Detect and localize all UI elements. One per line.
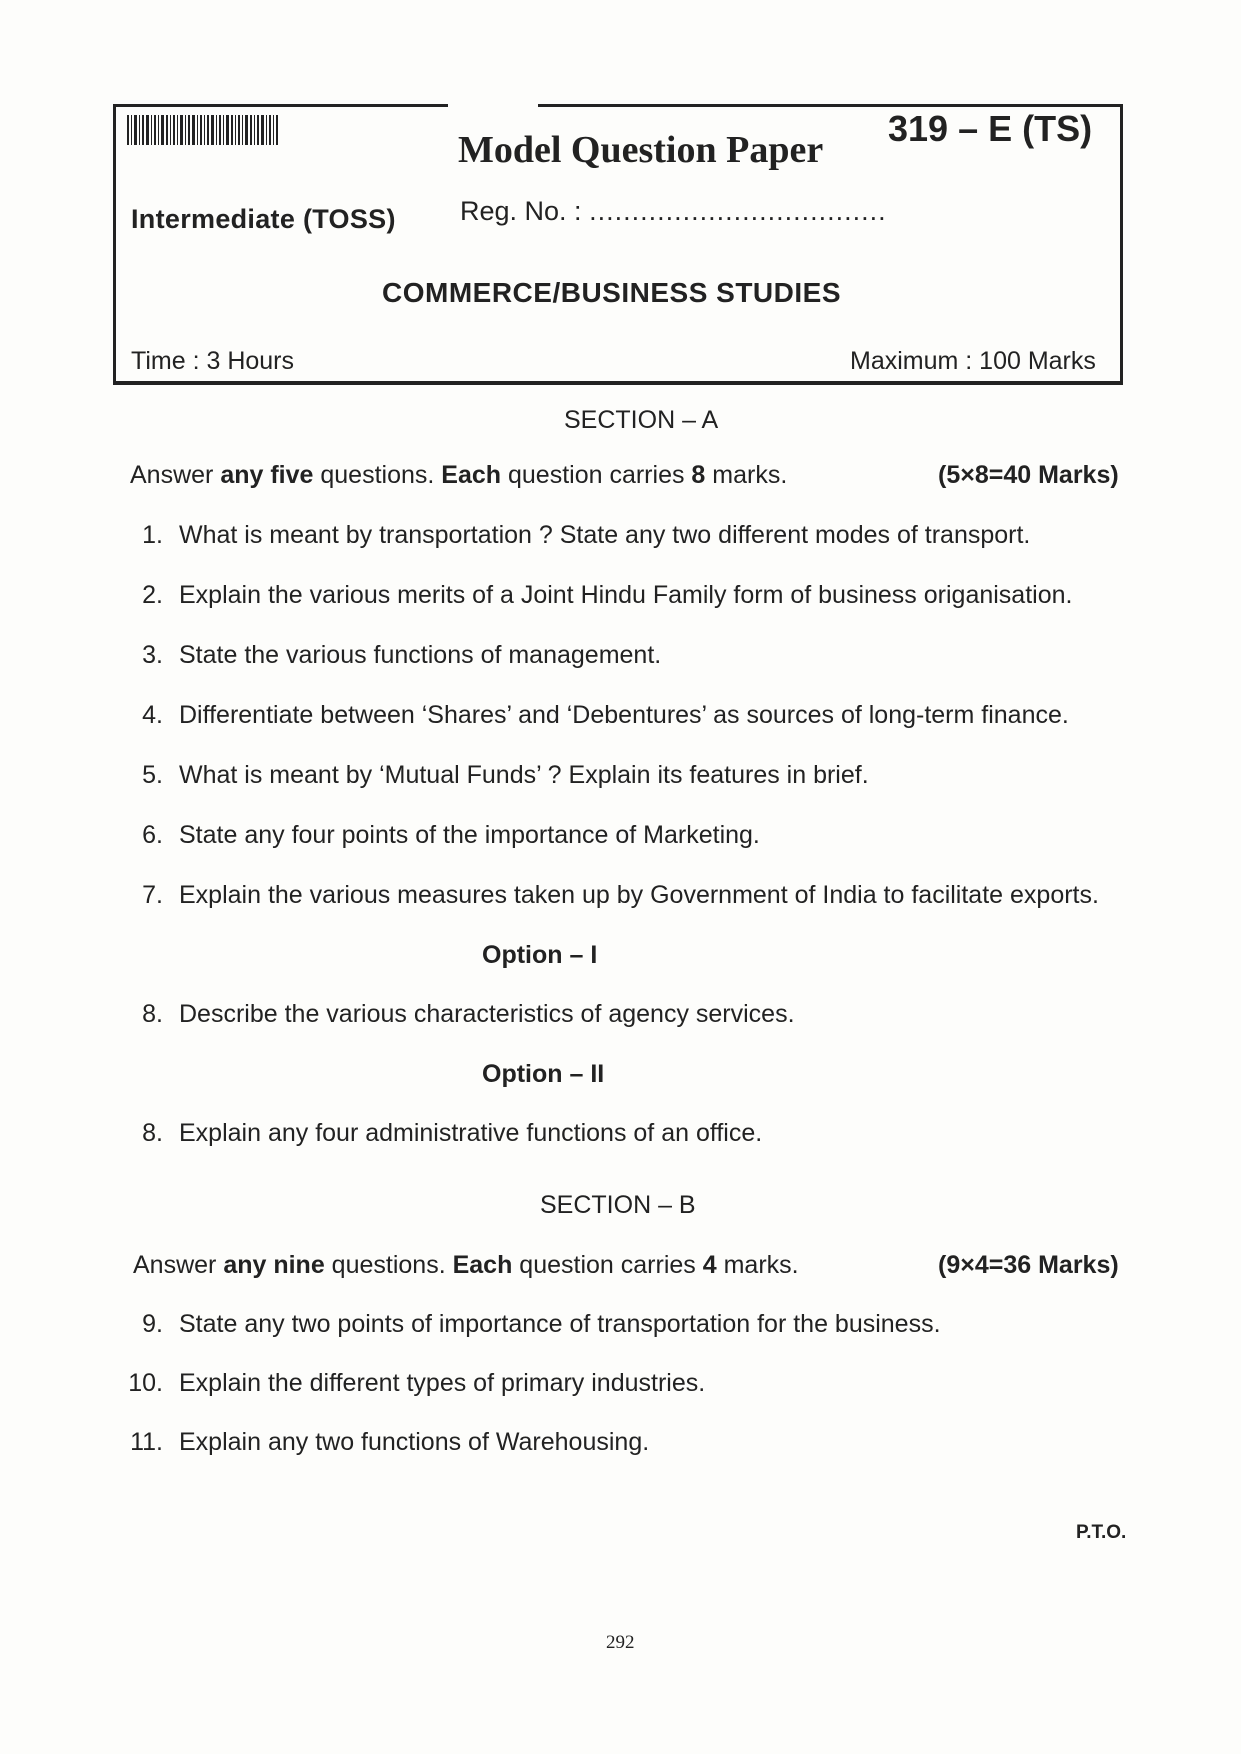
barcode-icon xyxy=(127,115,278,145)
instr-text: questions. xyxy=(324,1251,453,1279)
reg-label: Reg. No. : xyxy=(460,196,582,226)
section-b-title: SECTION – B xyxy=(540,1191,696,1219)
question-item xyxy=(127,1428,649,1457)
question-item xyxy=(127,1000,795,1029)
question-number: 9. xyxy=(142,1310,163,1338)
instr-text: Answer xyxy=(133,1251,224,1279)
header-border-top-right xyxy=(538,104,1123,107)
header-border-left xyxy=(113,104,116,384)
instr-text: questions. xyxy=(313,461,442,489)
question-text: What is meant by ‘Mutual Funds’ ? Explain its features in brief. xyxy=(179,761,869,789)
page-number: 292 xyxy=(606,1632,635,1653)
section-b-instructions xyxy=(133,1251,799,1280)
instr-text: question carries xyxy=(501,461,692,489)
instr-bold: 4 xyxy=(702,1251,717,1279)
question-number: 10. xyxy=(128,1369,163,1397)
question-text: Explain the different types of primary industries. xyxy=(179,1369,706,1397)
question-item xyxy=(127,1119,762,1148)
question-text: Explain any four administrative functions of an office. xyxy=(179,1119,763,1147)
question-number: 4. xyxy=(142,701,163,729)
question-text: Describe the various characteristics of agency services. xyxy=(179,1000,795,1028)
exam-time: Time : 3 Hours xyxy=(131,347,295,375)
instr-bold: any nine xyxy=(223,1251,325,1279)
reg-number-field xyxy=(460,196,887,227)
question-item xyxy=(127,1310,941,1339)
section-a-title: SECTION – A xyxy=(564,406,719,434)
question-number: 8. xyxy=(142,1000,163,1028)
section-a-instructions xyxy=(130,461,787,490)
question-text: Explain the various merits of a Joint Hindu Family form of business origanisation. xyxy=(179,581,1073,609)
question-text: State the various functions of management. xyxy=(179,641,662,669)
question-number: 5. xyxy=(142,761,163,789)
question-text: What is meant by transportation ? State any two different modes of transport. xyxy=(179,521,1031,549)
subject-title: COMMERCE/BUSINESS STUDIES xyxy=(382,277,841,308)
question-item xyxy=(127,1369,705,1398)
question-number: 7. xyxy=(142,881,163,909)
max-marks: Maximum : 100 Marks xyxy=(850,347,1096,375)
section-a-marks: (5×8=40 Marks) xyxy=(938,461,1119,489)
question-number: 8. xyxy=(142,1119,163,1147)
question-text: Differentiate between ‘Shares’ and ‘Debentures’ as sources of long-term finance. xyxy=(179,701,1069,729)
section-b-marks: (9×4=36 Marks) xyxy=(938,1251,1119,1279)
header-border-top-left xyxy=(113,104,448,107)
reg-dots: ................................... xyxy=(589,196,887,226)
instr-text: marks. xyxy=(716,1251,799,1279)
option-2-label: Option – II xyxy=(482,1060,605,1088)
question-number: 3. xyxy=(142,641,163,669)
paper-title: Model Question Paper xyxy=(458,129,824,171)
program-name: Intermediate (TOSS) xyxy=(131,204,396,234)
question-item xyxy=(127,881,1099,910)
header-border-bottom xyxy=(113,381,1123,385)
question-text: State any four points of the importance of Marketing. xyxy=(179,821,760,849)
question-item xyxy=(127,521,1030,550)
instr-text: Answer xyxy=(130,461,221,489)
question-item xyxy=(127,581,1072,610)
question-number: 2. xyxy=(142,581,163,609)
question-number: 11. xyxy=(130,1428,163,1456)
paper-code: 319 – E (TS) xyxy=(888,108,1093,149)
instr-bold: 8 xyxy=(691,461,706,489)
question-item xyxy=(127,821,760,850)
instr-bold: any five xyxy=(220,461,314,489)
header-border-right xyxy=(1120,104,1123,384)
question-item xyxy=(127,761,869,790)
option-1-label: Option – I xyxy=(482,941,598,969)
instr-text: question carries xyxy=(512,1251,703,1279)
question-text: Explain any two functions of Warehousing. xyxy=(179,1428,650,1456)
question-item xyxy=(127,641,661,670)
question-text: State any two points of importance of transportation for the business. xyxy=(179,1310,941,1338)
pto-label: P.T.O. xyxy=(1076,1522,1127,1543)
instr-bold: Each xyxy=(452,1251,513,1279)
question-number: 6. xyxy=(142,821,163,849)
question-text: Explain the various measures taken up by Government of India to facilitate exports. xyxy=(179,881,1099,909)
question-number: 1. xyxy=(142,521,163,549)
question-item xyxy=(127,701,1069,730)
instr-text: marks. xyxy=(705,461,788,489)
instr-bold: Each xyxy=(441,461,502,489)
